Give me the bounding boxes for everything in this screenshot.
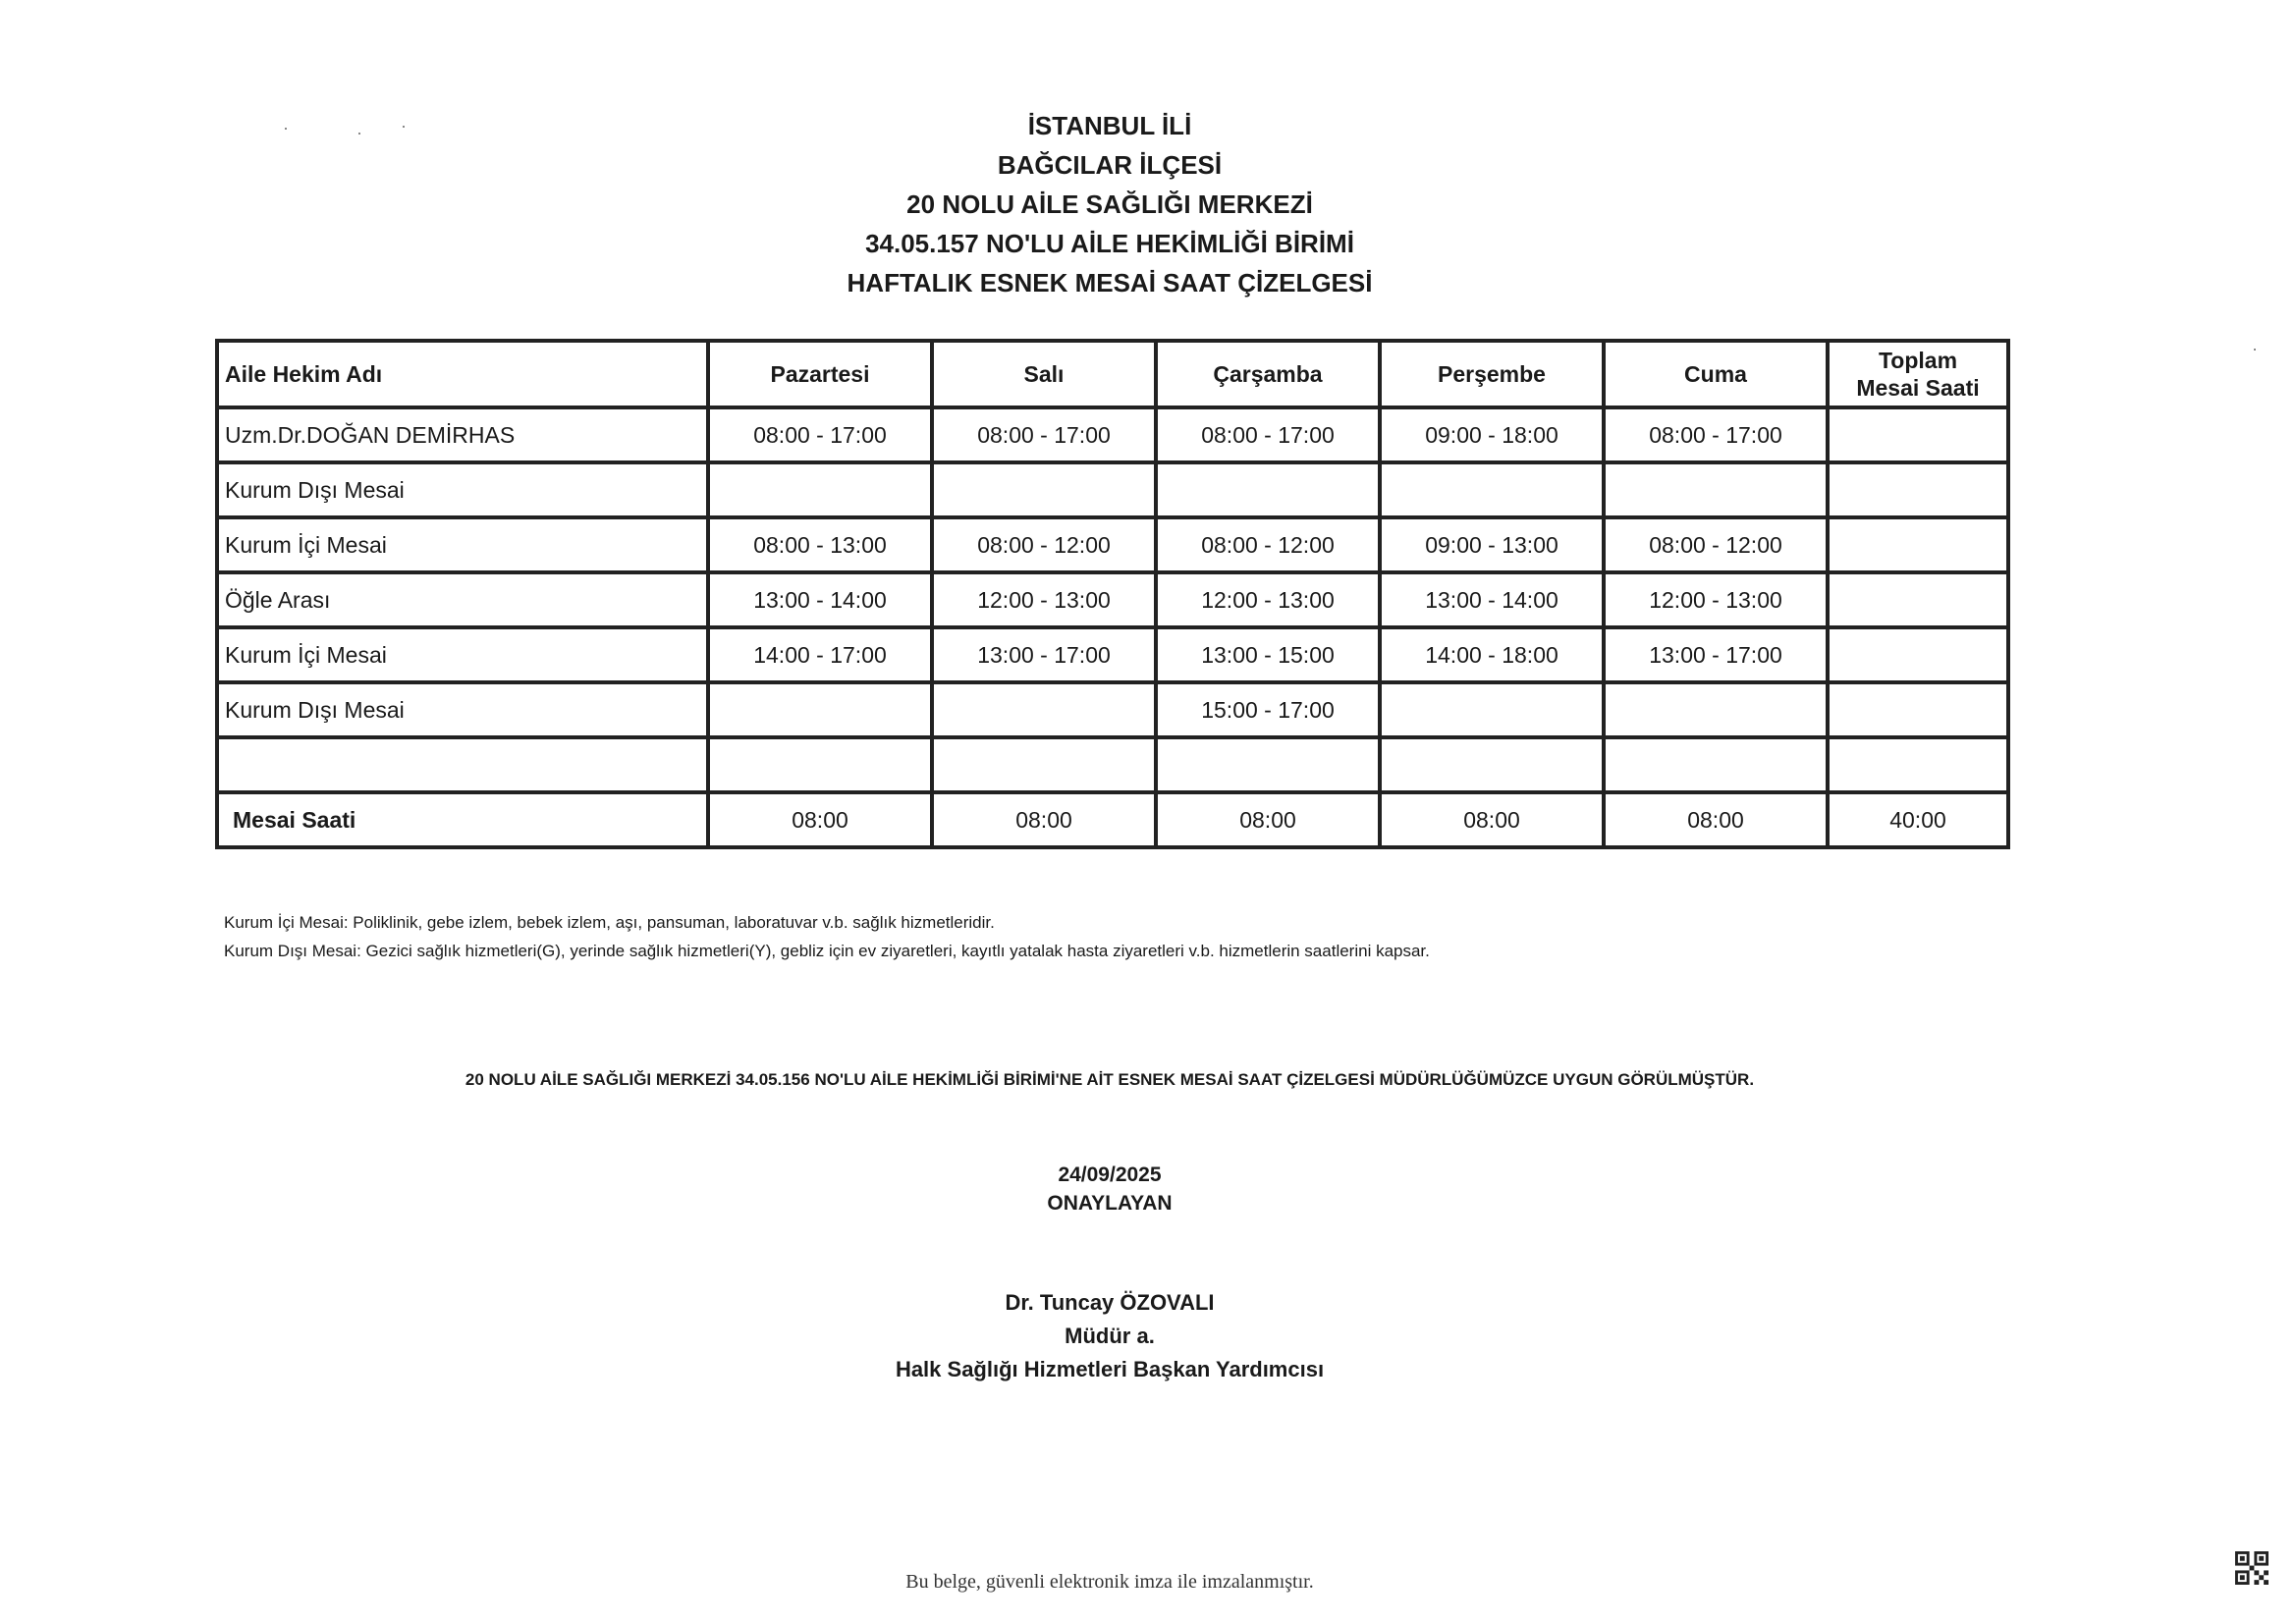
table-row bbox=[217, 462, 2008, 517]
table-cell: 08:00 - 13:00 bbox=[708, 517, 932, 572]
table-cell bbox=[708, 737, 932, 792]
table-cell bbox=[1156, 462, 1380, 517]
signer-role: Müdür a. bbox=[1065, 1324, 1155, 1348]
scan-speck bbox=[358, 133, 360, 135]
total-cell: 08:00 bbox=[1156, 792, 1380, 847]
header-total-line2: Mesai Saati bbox=[1856, 375, 1980, 401]
table-cell: 08:00 - 12:00 bbox=[1156, 517, 1380, 572]
scan-speck bbox=[403, 126, 405, 128]
header-cell-friday: Cuma bbox=[1604, 341, 1828, 407]
table-cell: 12:00 - 13:00 bbox=[1604, 572, 1828, 627]
total-row-label: Mesai Saati bbox=[217, 792, 708, 847]
table-cell bbox=[708, 682, 932, 737]
total-cell: 08:00 bbox=[932, 792, 1156, 847]
table-cell: 08:00 - 17:00 bbox=[708, 407, 932, 462]
table-cell bbox=[932, 737, 1156, 792]
header-cell-tuesday: Salı bbox=[932, 341, 1156, 407]
table-cell: 14:00 - 18:00 bbox=[1380, 627, 1604, 682]
table-cell bbox=[1604, 737, 1828, 792]
table-total-row bbox=[217, 792, 2008, 847]
table-cell: 15:00 - 17:00 bbox=[1156, 682, 1380, 737]
total-cell: 08:00 bbox=[1380, 792, 1604, 847]
header-health-center: 20 NOLU AİLE SAĞLIĞI MERKEZİ bbox=[906, 189, 1313, 219]
total-cell: 08:00 bbox=[708, 792, 932, 847]
table-row bbox=[217, 627, 2008, 682]
row-label bbox=[217, 737, 708, 792]
table-cell bbox=[932, 462, 1156, 517]
signer-name: Dr. Tuncay ÖZOVALI bbox=[1005, 1290, 1215, 1315]
table-cell bbox=[1380, 682, 1604, 737]
signer-position: Halk Sağlığı Hizmetleri Başkan Yardımcısı bbox=[895, 1357, 1325, 1381]
header-cell-total bbox=[1828, 341, 2008, 407]
table-cell bbox=[1380, 737, 1604, 792]
row-label: Kurum Dışı Mesai bbox=[217, 462, 708, 517]
header-cell-name: Aile Hekim Adı bbox=[217, 341, 708, 407]
row-label: Kurum İçi Mesai bbox=[217, 627, 708, 682]
table-cell: 08:00 - 17:00 bbox=[1156, 407, 1380, 462]
signer-block bbox=[0, 1286, 2219, 1386]
table-cell: 12:00 - 13:00 bbox=[1156, 572, 1380, 627]
table-cell-total bbox=[1828, 407, 2008, 462]
total-cell: 08:00 bbox=[1604, 792, 1828, 847]
table-cell bbox=[1156, 737, 1380, 792]
row-label: Kurum İçi Mesai bbox=[217, 517, 708, 572]
table-cell: 09:00 - 18:00 bbox=[1380, 407, 1604, 462]
table-cell: 08:00 - 12:00 bbox=[932, 517, 1156, 572]
header-total-line1: Toplam bbox=[1878, 348, 1958, 373]
table-cell-total bbox=[1828, 517, 2008, 572]
table-cell: 09:00 - 13:00 bbox=[1380, 517, 1604, 572]
table-row bbox=[217, 737, 2008, 792]
header-cell-wednesday: Çarşamba bbox=[1156, 341, 1380, 407]
table-cell-total bbox=[1828, 462, 2008, 517]
header-cell-thursday: Perşembe bbox=[1380, 341, 1604, 407]
table-cell bbox=[1380, 462, 1604, 517]
table-row bbox=[217, 517, 2008, 572]
scan-speck bbox=[2254, 349, 2256, 351]
approval-statement: 20 NOLU AİLE SAĞLIĞI MERKEZİ 34.05.156 NO'LU AİLE HEKİMLİĞİ BİRİMİ'NE AİT ESNEK MESAİ SAAT ÇİZELGESİ MÜDÜRLÜĞÜMÜZCE UYGUN GÖRÜLMÜŞTÜR. bbox=[465, 1070, 1755, 1089]
table-cell-total bbox=[1828, 627, 2008, 682]
header-district: BAĞCILAR İLÇESİ bbox=[997, 150, 1223, 180]
table-cell: 13:00 - 14:00 bbox=[708, 572, 932, 627]
table-cell: 08:00 - 17:00 bbox=[932, 407, 1156, 462]
table-cell: 13:00 - 17:00 bbox=[932, 627, 1156, 682]
table-row bbox=[217, 682, 2008, 737]
header-title: HAFTALIK ESNEK MESAİ SAAT ÇİZELGESİ bbox=[847, 268, 1373, 298]
table-cell: 13:00 - 17:00 bbox=[1604, 627, 1828, 682]
schedule-table bbox=[215, 339, 2010, 849]
table-cell: 08:00 - 17:00 bbox=[1604, 407, 1828, 462]
grand-total-cell: 40:00 bbox=[1828, 792, 2008, 847]
table-cell: 13:00 - 15:00 bbox=[1156, 627, 1380, 682]
table-cell bbox=[708, 462, 932, 517]
document-header bbox=[0, 106, 2219, 302]
row-label: Öğle Arası bbox=[217, 572, 708, 627]
table-header-row bbox=[217, 341, 2008, 407]
note-kurum-ici: Kurum İçi Mesai: Poliklinik, gebe izlem, bebek izlem, aşı, pansuman, laboratuvar v.b. sağlık hizmetleridir. bbox=[224, 913, 995, 932]
note-kurum-disi: Kurum Dışı Mesai: Gezici sağlık hizmetleri(G), yerinde sağlık hizmetleri(Y), gebliz için ev ziyaretleri, kayıtlı yatalak hasta ziyaretleri v.b. hizmetlerin saatlerini kapsar. bbox=[224, 942, 1430, 960]
approver-title: ONAYLAYAN bbox=[1047, 1192, 1173, 1215]
notes bbox=[224, 908, 1430, 965]
approval-block bbox=[0, 1161, 2219, 1217]
table-cell bbox=[1604, 682, 1828, 737]
approval-date: 24/09/2025 bbox=[1058, 1163, 1162, 1186]
table-row bbox=[217, 407, 2008, 462]
table-cell: 13:00 - 14:00 bbox=[1380, 572, 1604, 627]
table-row bbox=[217, 572, 2008, 627]
e-signature-footer: Bu belge, güvenli elektronik imza ile imzalanmıştır. bbox=[905, 1571, 1314, 1593]
header-province: İSTANBUL İLİ bbox=[1027, 111, 1192, 140]
scan-speck bbox=[285, 128, 287, 130]
table-cell: 08:00 - 12:00 bbox=[1604, 517, 1828, 572]
header-unit: 34.05.157 NO'LU AİLE HEKİMLİĞİ BİRİMİ bbox=[865, 229, 1354, 258]
table-cell-total bbox=[1828, 682, 2008, 737]
row-label: Kurum Dışı Mesai bbox=[217, 682, 708, 737]
table-cell-total bbox=[1828, 737, 2008, 792]
table-cell: 12:00 - 13:00 bbox=[932, 572, 1156, 627]
qr-code-icon bbox=[2235, 1551, 2269, 1585]
table-cell: 14:00 - 17:00 bbox=[708, 627, 932, 682]
row-label: Uzm.Dr.DOĞAN DEMİRHAS bbox=[217, 407, 708, 462]
table-cell bbox=[1604, 462, 1828, 517]
table-cell bbox=[932, 682, 1156, 737]
table-cell-total bbox=[1828, 572, 2008, 627]
header-cell-monday: Pazartesi bbox=[708, 341, 932, 407]
